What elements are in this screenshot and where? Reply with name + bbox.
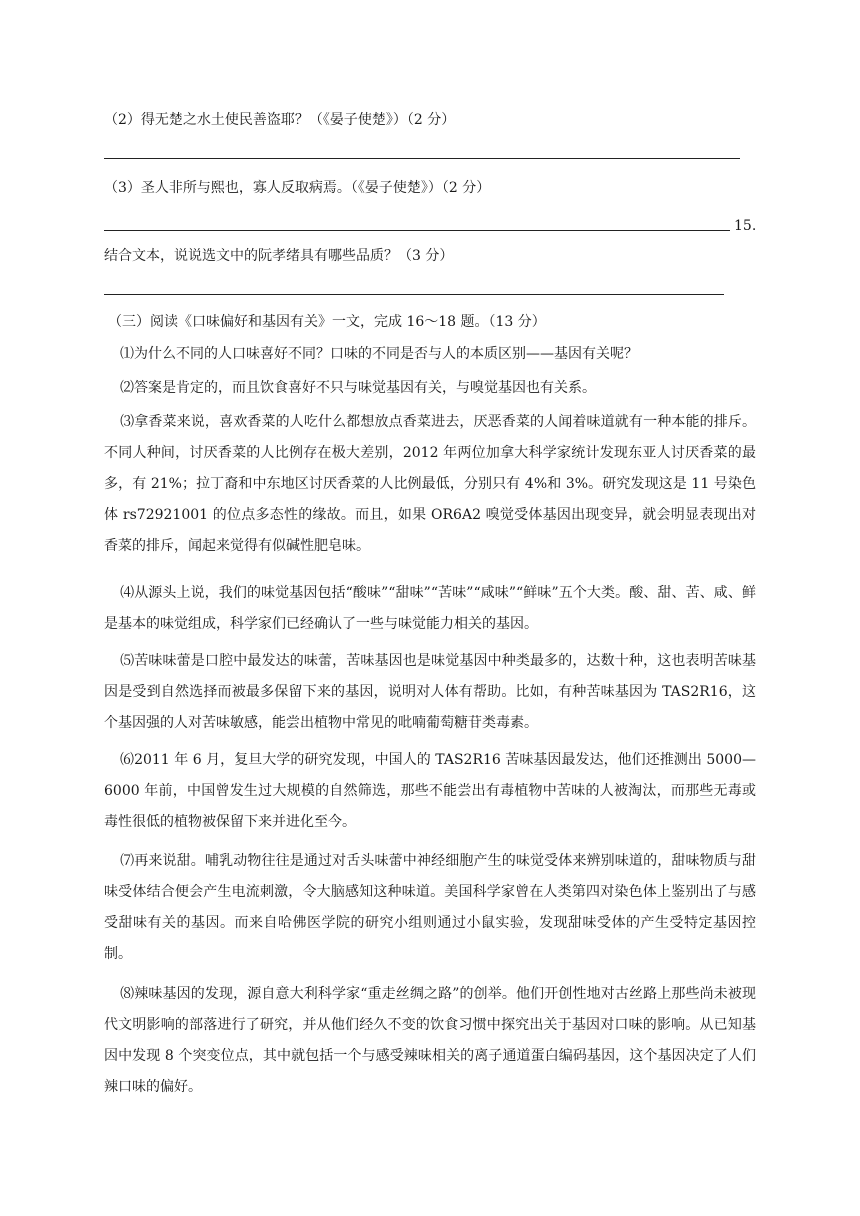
paragraph-8	[104, 979, 756, 1103]
paragraph-3-text: ⑶拿香菜来说，喜欢香菜的人吃什么都想放点香菜进去，厌恶香菜的人闻着味道就有一种本能的排斥。不同人种间，讨厌香菜的人比例存在极大差别，2012 年两位加拿大科学家统计发现东亚人讨厌香菜的最多，有 21%；拉丁裔和中东地区讨厌香菜的人比例最低，分别只有 4%和 3%。研究发现这是 11 号染色体 rs72921001 的位点多态性的缘故。而且，如果 OR6A2 嗅觉受体基因出现变异，就会明显表现出对香菜的排斥，闻起来觉得有似碱性肥皂味。	[104, 414, 756, 554]
answer-line-q3[interactable]	[104, 230, 730, 231]
paragraph-6-text: ⑹2011 年 6 月，复旦大学的研究发现，中国人的 TAS2R16 苦味基因最发达，他们还推测出 5000—6000 年前，中国曾发生过大规模的自然筛选，那些不能尝出有毒植物中苦味的人被淘汰，而那些无毒或毒性很低的植物被保留下来并进化至今。	[104, 752, 756, 830]
question-15-number: 15.	[734, 218, 757, 234]
paragraph-8-text: ⑻辣味基因的发现，源自意大利科学家“重走丝绸之路”的创举。他们开创性地对古丝路上那些尚未被现代文明影响的部落进行了研究，并从他们经久不变的饮食习惯中探究出关于基因对口味的影响。从已知基因中发现 8 个突变位点，其中就包括一个与感受辣味相关的离子通道蛋白编码基因，这个基因决定了人们辣口味的偏好。	[104, 986, 756, 1095]
answer-line-q2[interactable]	[104, 158, 740, 159]
paragraph-1	[104, 339, 756, 370]
paragraph-7	[104, 846, 756, 970]
paragraph-6	[104, 745, 756, 838]
paragraph-5	[104, 646, 756, 739]
paragraph-4-text: ⑷从源头上说，我们的味觉基因包括“酸味”“甜味”“苦味”“咸味”“鲜味”五个大类。酸、甜、苦、咸、鲜是基本的味觉组成，科学家们已经确认了一些与味觉能力相关的基因。	[104, 585, 756, 632]
section-3-header: （三）阅读《口味偏好和基因有关》一文，完成 16～18 题。（13 分）	[108, 314, 546, 330]
paragraph-2	[104, 373, 756, 404]
question-3: （3）圣人非所与熙也，寡人反取病焉。（《晏子使楚》）（2 分）	[104, 180, 491, 196]
paragraph-5-text: ⑸苦味味蕾是口腔中最发达的味蕾，苦味基因也是味觉基因中种类最多的，达数十种，这也表明苦味基因是受到自然选择而被最多保留下来的基因，说明对人体有帮助。比如，有种苦味基因为 TAS2R16，这个基因强的人对苦味敏感，能尝出植物中常见的吡喃葡萄糖苷类毒素。	[104, 653, 756, 731]
answer-line-q15[interactable]	[104, 294, 724, 295]
paragraph-4	[104, 578, 756, 640]
paragraph-3	[104, 407, 756, 562]
paragraph-7-text: ⑺再来说甜。哺乳动物往往是通过对舌头味蕾中神经细胞产生的味觉受体来辨别味道的，甜味物质与甜味受体结合便会产生电流刺激，令大脑感知这种味道。美国科学家曾在人类第四对染色体上鉴别出了与感受甜味有关的基因。而来自哈佛医学院的研究小组则通过小鼠实验，发现甜味受体的产生受特定基因控制。	[104, 853, 756, 962]
paragraph-2-text: ⑵答案是肯定的，而且饮食喜好不只与味觉基因有关，与嗅觉基因也有关系。	[120, 380, 596, 396]
question-2: （2）得无楚之水土使民善盗耶？（《晏子使楚》）（2 分）	[104, 112, 456, 128]
question-15: 结合文本，说说选文中的阮孝绪具有哪些品质？（3 分）	[104, 248, 454, 264]
paragraph-1-text: ⑴为什么不同的人口味喜好不同？口味的不同是否与人的本质区别——基因有关呢？	[120, 346, 638, 362]
